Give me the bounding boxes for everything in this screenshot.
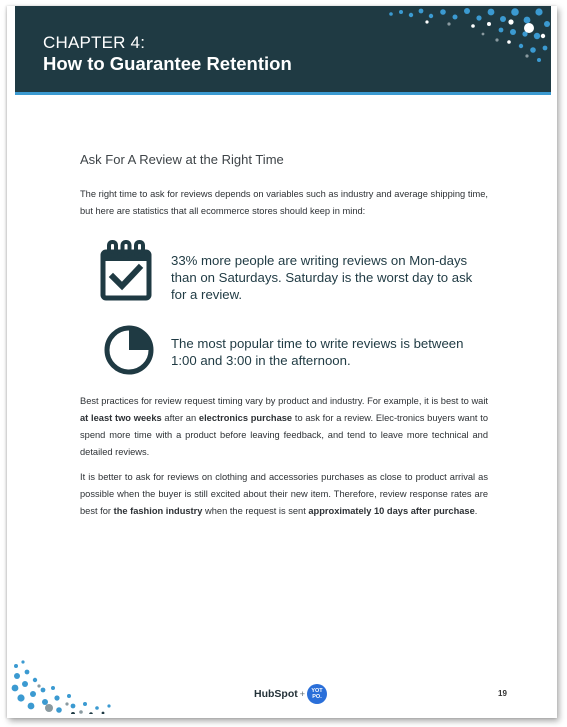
footer-logo <box>254 684 327 704</box>
chapter-title: How to Guarantee Retention <box>43 53 292 74</box>
stat-text-time: The most popular time to write reviews is between 1:00 and 3:00 in the afternoon. <box>171 336 464 368</box>
fashion-text-3: . <box>474 506 478 516</box>
timing-text-1: Best practices for review request timing vary by product and industry. For example, it is best to wait <box>80 396 488 406</box>
stat-text-weekday: 33% more people are writing reviews on Mon-days than on Saturdays. Saturday is the worst day to ask for a review. <box>171 253 473 302</box>
timing-emphasis-electronics: electronics purchase <box>198 413 293 423</box>
calendar-check-icon <box>100 239 152 301</box>
decorative-dots <box>351 6 551 68</box>
section-title: Ask For A Review at the Right Time <box>80 152 284 167</box>
chapter-label: CHAPTER 4: <box>43 33 146 52</box>
decorative-dots <box>11 658 121 714</box>
timing-text-3: to ask for a review. Elec-tronics buyers want to spend more time with a product before leaving feedback, and tend to leave more technical and detailed reviews. <box>80 413 488 457</box>
fashion-text-2: when the request is sent <box>202 506 309 516</box>
timing-paragraph <box>80 393 488 461</box>
fashion-emphasis-industry: the fashion industry <box>113 506 203 516</box>
fashion-emphasis-days: approximately 10 days after purchase <box>308 506 475 516</box>
yotpo-logo-line-2: PO. <box>312 694 322 700</box>
timing-emphasis-weeks: at least two weeks <box>80 413 162 423</box>
yotpo-logo <box>307 684 327 704</box>
logo-plus: + <box>299 689 306 699</box>
fashion-paragraph <box>80 469 488 520</box>
page-number: 19 <box>498 689 507 698</box>
yotpo-logo-line-1: YOT <box>311 688 323 694</box>
hubspot-logo: HubSpot <box>254 688 298 700</box>
page <box>7 6 557 718</box>
intro-paragraph: The right time to ask for reviews depends on variables such as industry and average shipping time, but here are statistics that all ecommerce stores should keep in mind: <box>80 189 488 216</box>
fashion-text-1: It is better to ask for reviews on clothing and accessories purchases as close to product arrival as possible when the buyer is still excited about their new item. Therefore, review response rates are best for <box>80 472 488 516</box>
chapter-banner <box>15 6 551 95</box>
timing-text-2: after an <box>161 413 199 423</box>
clock-icon <box>103 324 155 376</box>
